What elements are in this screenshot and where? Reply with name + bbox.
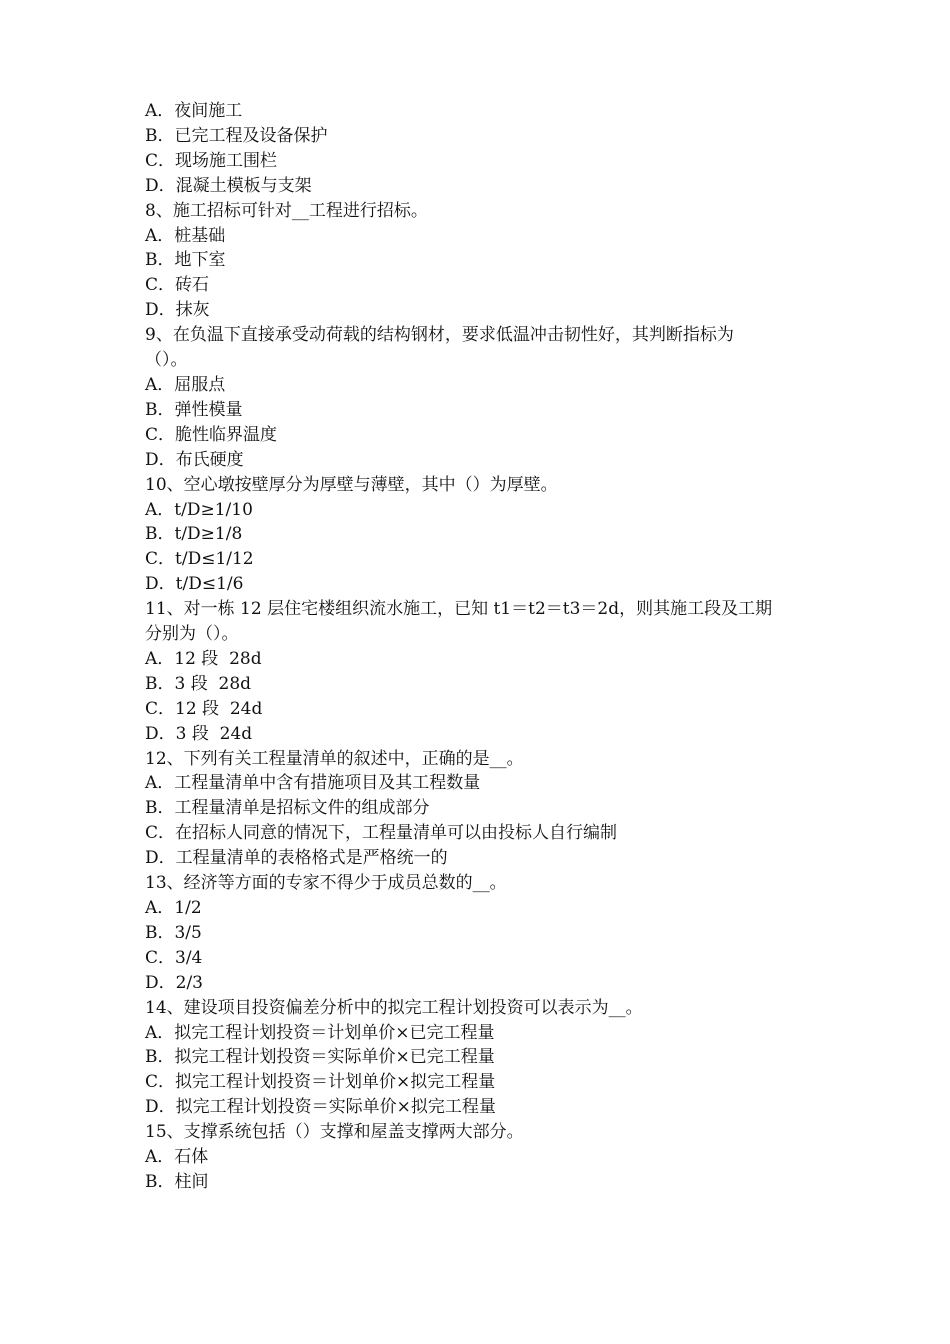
option-line: A．12 段 28d xyxy=(145,648,262,669)
option-line: A．拟完工程计划投资＝计划单价×已完工程量 xyxy=(145,1022,495,1043)
option-line: C．3/4 xyxy=(145,947,203,968)
option-line: A．桩基础 xyxy=(145,225,226,246)
option-line: C．现场施工围栏 xyxy=(145,150,278,171)
option-line: A．工程量清单中含有措施项目及其工程数量 xyxy=(145,773,481,794)
option-line: A．夜间施工 xyxy=(145,101,243,121)
option-line: B．3 段 28d xyxy=(145,673,252,694)
option-line: B．已完工程及设备保护 xyxy=(145,125,328,146)
question-line: 9、在负温下直接承受动荷载的结构钢材，要求低温冲击韧性好，其判断指标为 xyxy=(145,325,734,346)
question-line: 14、建设项目投资偏差分析中的拟完工程计划投资可以表示为__。 xyxy=(145,997,643,1018)
option-line: C．12 段 24d xyxy=(145,698,263,719)
option-line: D．2/3 xyxy=(145,972,203,993)
question-line-continued: （）。 xyxy=(145,350,188,371)
option-line: B．t/D≥1/8 xyxy=(145,524,243,545)
option-line: B．3/5 xyxy=(145,922,202,943)
option-line: C．拟完工程计划投资＝计划单价×拟完工程量 xyxy=(145,1072,496,1093)
document-body xyxy=(145,99,815,1195)
question-line: 12、下列有关工程量清单的叙述中，正确的是__。 xyxy=(145,748,524,769)
option-line: D．工程量清单的表格格式是严格统一的 xyxy=(145,848,448,869)
option-line: D．t/D≤1/6 xyxy=(145,574,244,595)
question-line: 13、经济等方面的专家不得少于成员总数的__。 xyxy=(145,873,507,894)
option-line: B．弹性模量 xyxy=(145,399,243,420)
question-line: 11、对一栋 12 层住宅楼组织流水施工，已知 t1＝t2＝t3＝2d，则其施工段及工期 xyxy=(145,599,773,620)
option-line: D．3 段 24d xyxy=(145,723,253,744)
option-line: C．t/D≤1/12 xyxy=(145,549,254,570)
question-line-continued: 分别为（）。 xyxy=(145,624,239,645)
option-line: D．拟完工程计划投资＝实际单价×拟完工程量 xyxy=(145,1097,496,1118)
option-line: B．地下室 xyxy=(145,250,226,271)
option-line: C．在招标人同意的情况下，工程量清单可以由投标人自行编制 xyxy=(145,823,618,844)
question-line: 15、支撑系统包括（）支撑和屋盖支撑两大部分。 xyxy=(145,1122,524,1143)
option-line: B．拟完工程计划投资＝实际单价×已完工程量 xyxy=(145,1047,495,1068)
option-line: B．工程量清单是招标文件的组成部分 xyxy=(145,798,430,819)
option-line: A．t/D≥1/10 xyxy=(145,499,253,520)
option-line: A．石体 xyxy=(145,1147,209,1168)
option-line: D．混凝土模板与支架 xyxy=(145,175,312,196)
question-line: 8、施工招标可针对__工程进行招标。 xyxy=(145,200,428,221)
option-line: C．脆性临界温度 xyxy=(145,424,278,445)
option-line: D．抹灰 xyxy=(145,300,210,321)
option-line: A．1/2 xyxy=(145,898,202,918)
question-line: 10、空心墩按壁厚分为厚壁与薄壁，其中（）为厚壁。 xyxy=(145,474,558,495)
option-line: A．屈服点 xyxy=(145,374,226,395)
option-line: B．柱间 xyxy=(145,1171,209,1192)
option-line: C．砖石 xyxy=(145,275,210,296)
option-line: D．布氏硬度 xyxy=(145,449,244,470)
